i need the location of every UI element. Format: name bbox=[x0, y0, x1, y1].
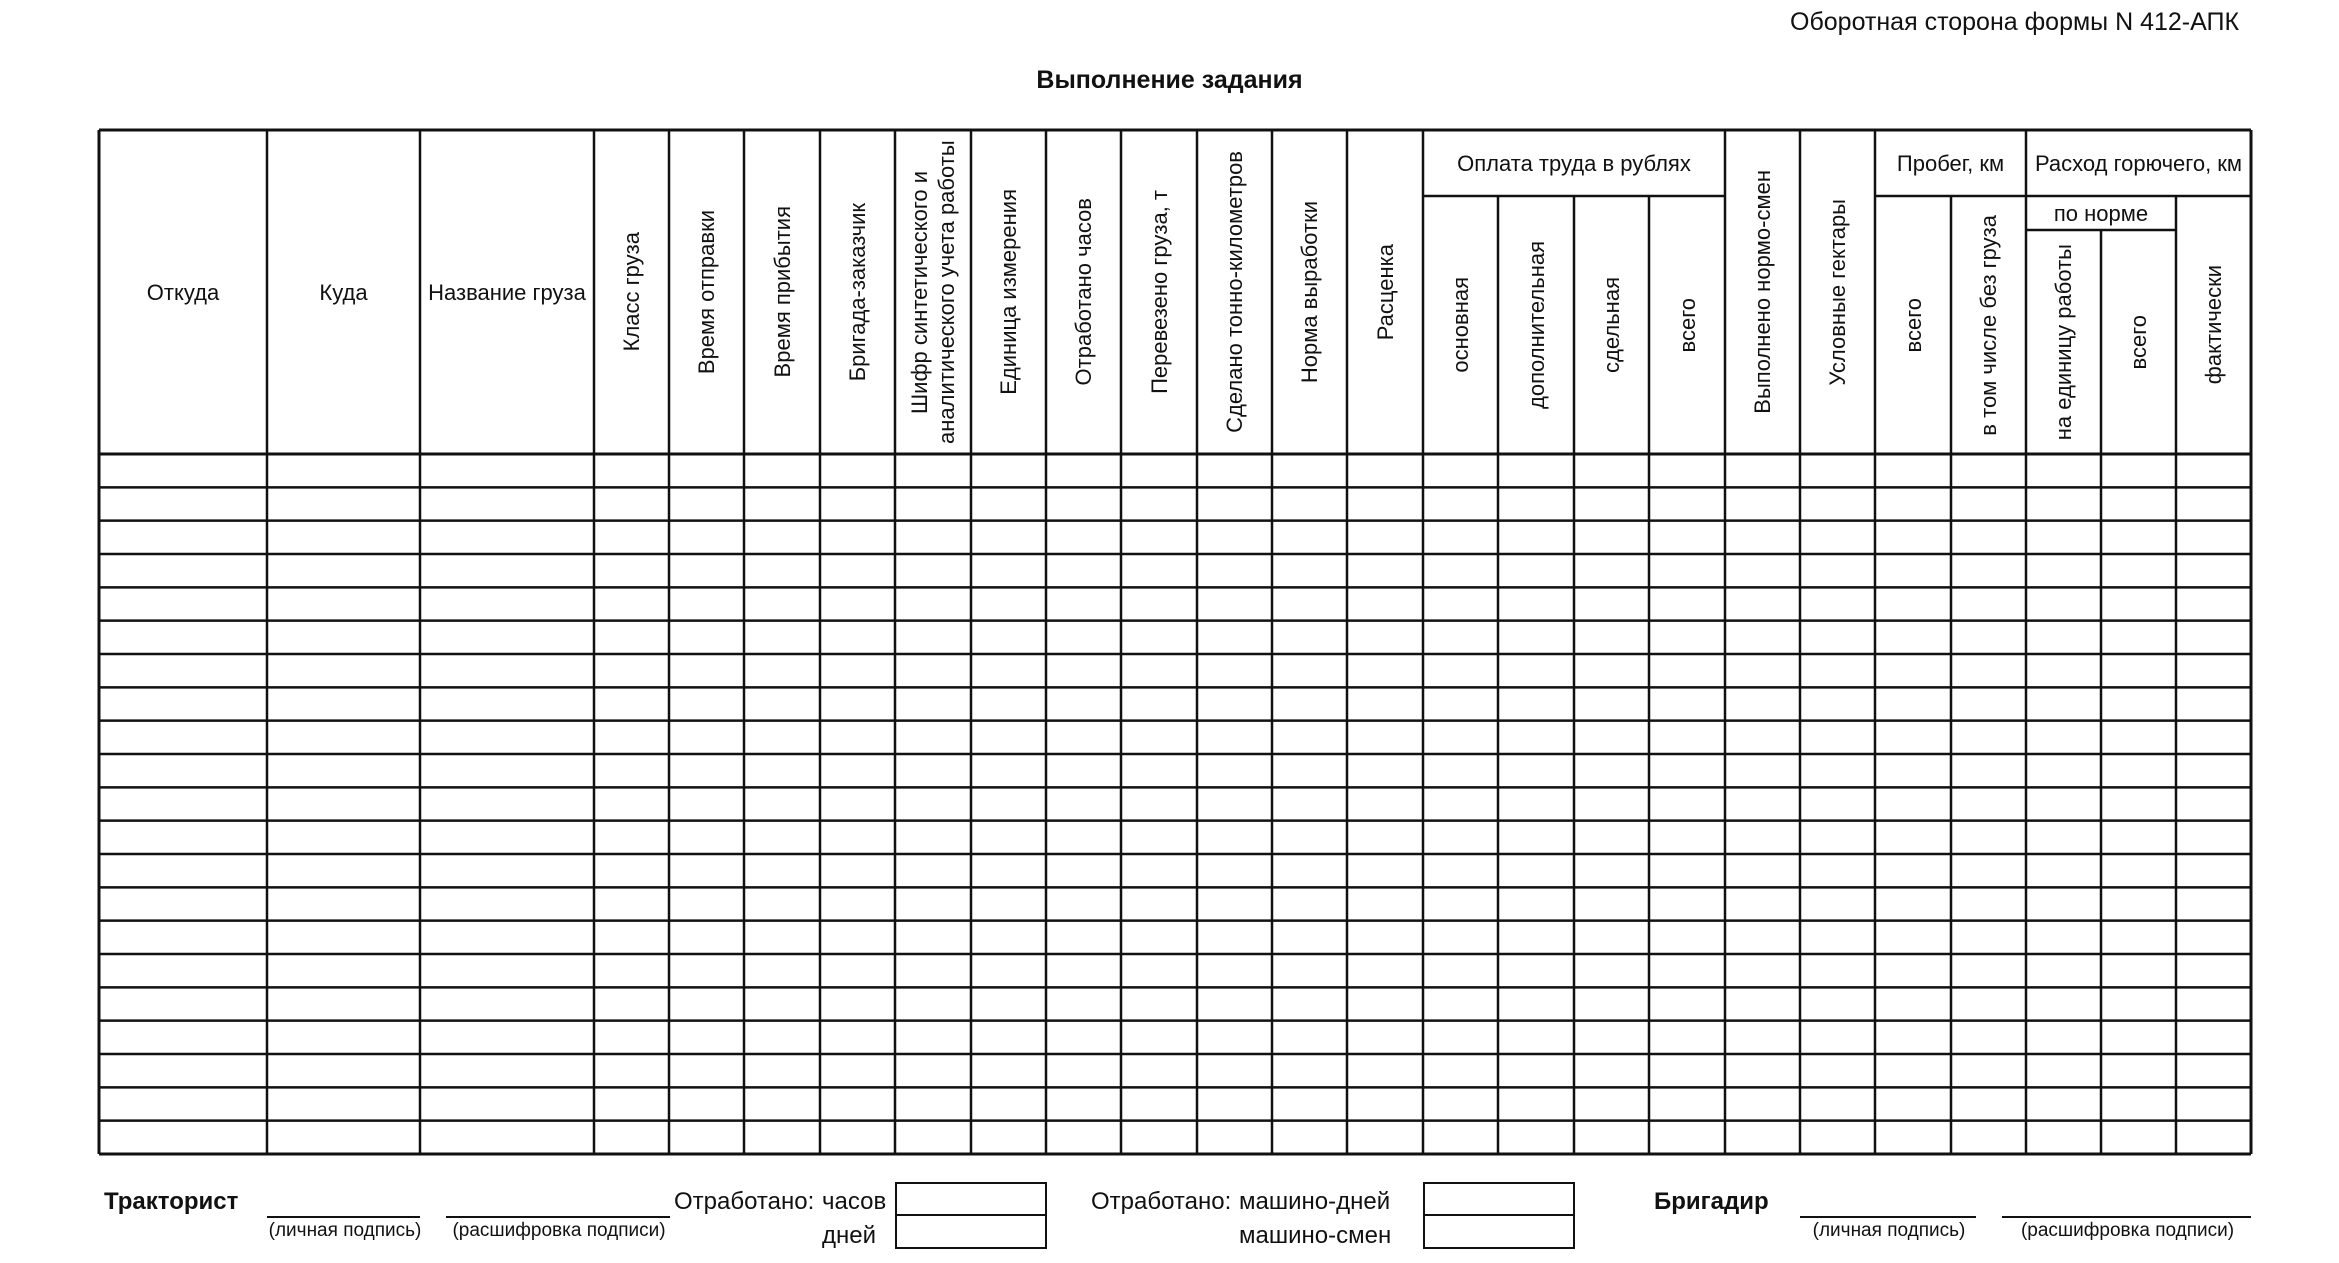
table-row[interactable] bbox=[99, 987, 2251, 1020]
col-pay-piece-label: сдельная bbox=[1599, 277, 1624, 373]
col-fuel-norm-group bbox=[2026, 196, 2176, 230]
col-pay-total bbox=[1649, 196, 1725, 454]
col-cargo-class bbox=[594, 130, 669, 454]
table-row[interactable] bbox=[99, 754, 2251, 787]
tractor-driver-decoding-line[interactable] bbox=[446, 1216, 670, 1218]
days-worked-box[interactable] bbox=[895, 1214, 1047, 1249]
col-accounting-code bbox=[895, 130, 971, 454]
table-row[interactable] bbox=[99, 521, 2251, 554]
col-ton-km-label: Сделано тонно-километров bbox=[1222, 151, 1247, 433]
col-output-norm-label: Норма выработки bbox=[1297, 200, 1322, 384]
table-row[interactable] bbox=[99, 1087, 2251, 1120]
table-row[interactable] bbox=[99, 454, 2251, 487]
worked-label-2: Отработано: bbox=[1091, 1188, 1232, 1215]
table-row[interactable] bbox=[99, 821, 2251, 854]
col-fuel-per-unit bbox=[2026, 230, 2101, 454]
col-ton-km bbox=[1197, 130, 1272, 454]
col-to bbox=[267, 130, 420, 454]
col-mileage-empty bbox=[1951, 196, 2026, 454]
signature-decoding-caption-2: (расшифровка подписи) bbox=[2020, 1220, 2235, 1241]
col-fuel-group bbox=[2026, 130, 2251, 196]
personal-signature-caption-2: (личная подпись) bbox=[1812, 1220, 1966, 1241]
col-hours-worked-label: Отработано часов bbox=[1071, 198, 1096, 386]
table-row[interactable] bbox=[99, 921, 2251, 954]
col-mileage-total-label: всего bbox=[1900, 297, 1926, 353]
form-code: Оборотная сторона формы N 412-АПК bbox=[1790, 8, 2240, 36]
col-mileage-total bbox=[1875, 196, 1951, 454]
worked-label-1: Отработано: bbox=[674, 1188, 815, 1215]
col-fuel-group-label: Расход горючего, км bbox=[2034, 150, 2243, 176]
col-unit-label: Единица измерения bbox=[996, 189, 1021, 395]
col-conditional-ha-label: Условные гектары bbox=[1825, 198, 1850, 386]
col-cargo-class-label: Класс груза bbox=[619, 232, 644, 352]
col-fuel-per-unit-label: на единицу работы bbox=[2051, 243, 2076, 441]
col-customer-brigade-label: Бригада-заказчик bbox=[845, 202, 870, 382]
personal-signature-caption: (личная подпись) bbox=[268, 1220, 422, 1241]
col-pay-basic bbox=[1423, 196, 1498, 454]
table-row[interactable] bbox=[99, 1021, 2251, 1054]
col-cargo-transported bbox=[1121, 130, 1197, 454]
col-mileage-empty-label: в том числе без груза bbox=[1976, 214, 2001, 436]
table-row[interactable] bbox=[99, 854, 2251, 887]
col-cargo-name bbox=[420, 130, 594, 454]
col-norm-shifts-label: Выполнено нормо-смен bbox=[1750, 170, 1775, 414]
table-row[interactable] bbox=[99, 621, 2251, 654]
col-norm-shifts bbox=[1725, 130, 1800, 454]
table-row[interactable] bbox=[99, 954, 2251, 987]
machine-days-label: машино-дней bbox=[1239, 1188, 1391, 1215]
foreman-decoding-line[interactable] bbox=[2002, 1216, 2251, 1218]
col-rate-label: Расценка bbox=[1372, 243, 1398, 341]
table-row[interactable] bbox=[99, 554, 2251, 587]
tractor-driver-label: Тракторист bbox=[104, 1188, 239, 1215]
col-unit bbox=[971, 130, 1046, 454]
col-conditional-ha bbox=[1800, 130, 1875, 454]
machine-days-box[interactable] bbox=[1423, 1182, 1575, 1217]
col-fuel-norm-group-label: по норме bbox=[2053, 200, 2149, 226]
col-cargo-name-label: Название груза bbox=[428, 279, 586, 305]
col-cargo-transported-label: Перевезено груза, т bbox=[1146, 190, 1172, 394]
table-row[interactable] bbox=[99, 587, 2251, 620]
table-row[interactable] bbox=[99, 887, 2251, 920]
col-from bbox=[99, 130, 267, 454]
table-row[interactable] bbox=[99, 687, 2251, 720]
col-fuel-norm-total-label: всего bbox=[2126, 314, 2151, 370]
table-row[interactable] bbox=[99, 1121, 2251, 1154]
col-departure-time bbox=[669, 130, 744, 454]
machine-shifts-label: машино-смен bbox=[1239, 1222, 1392, 1249]
col-rate bbox=[1347, 130, 1423, 454]
col-pay-total-label: всего bbox=[1674, 297, 1700, 353]
foreman-signature-line[interactable] bbox=[1800, 1216, 1976, 1218]
table-row[interactable] bbox=[99, 487, 2251, 520]
table-row[interactable] bbox=[99, 787, 2251, 820]
col-pay-piece bbox=[1574, 196, 1649, 454]
hours-worked-box[interactable] bbox=[895, 1182, 1047, 1217]
days-label: дней bbox=[822, 1222, 877, 1249]
signature-decoding-caption: (расшифровка подписи) bbox=[452, 1220, 666, 1241]
col-pay-additional bbox=[1498, 196, 1574, 454]
tractor-driver-signature-line[interactable] bbox=[267, 1216, 420, 1218]
col-customer-brigade bbox=[820, 130, 895, 454]
col-departure-time-label: Время отправки bbox=[694, 209, 719, 375]
col-mileage-group bbox=[1875, 130, 2026, 196]
table-row[interactable] bbox=[99, 654, 2251, 687]
col-fuel-actual-label: фактически bbox=[2201, 265, 2226, 385]
col-fuel-actual bbox=[2176, 196, 2251, 454]
col-pay-additional-label: дополнительная bbox=[1523, 241, 1549, 409]
form-title: Выполнение задания bbox=[1036, 66, 1303, 94]
col-from-label: Откуда bbox=[146, 279, 220, 305]
col-arrival-time bbox=[744, 130, 820, 454]
hours-label: часов bbox=[822, 1188, 887, 1215]
col-output-norm bbox=[1272, 130, 1347, 454]
table-row[interactable] bbox=[99, 721, 2251, 754]
machine-shifts-box[interactable] bbox=[1423, 1214, 1575, 1249]
col-hours-worked bbox=[1046, 130, 1121, 454]
table-row[interactable] bbox=[99, 1054, 2251, 1087]
col-fuel-norm-total bbox=[2101, 230, 2176, 454]
col-pay-basic-label: основная bbox=[1448, 277, 1473, 373]
foreman-label: Бригадир bbox=[1654, 1188, 1769, 1215]
col-pay-group-label: Оплата труда в рублях bbox=[1457, 150, 1691, 176]
col-mileage-group-label: Пробег, км bbox=[1896, 150, 2005, 176]
col-accounting-code-label: Шифр синтетического и аналитического учета работы bbox=[907, 140, 959, 444]
col-to-label: Куда bbox=[319, 279, 368, 305]
col-pay-group bbox=[1423, 130, 1725, 196]
col-arrival-time-label: Время прибытия bbox=[769, 206, 795, 378]
